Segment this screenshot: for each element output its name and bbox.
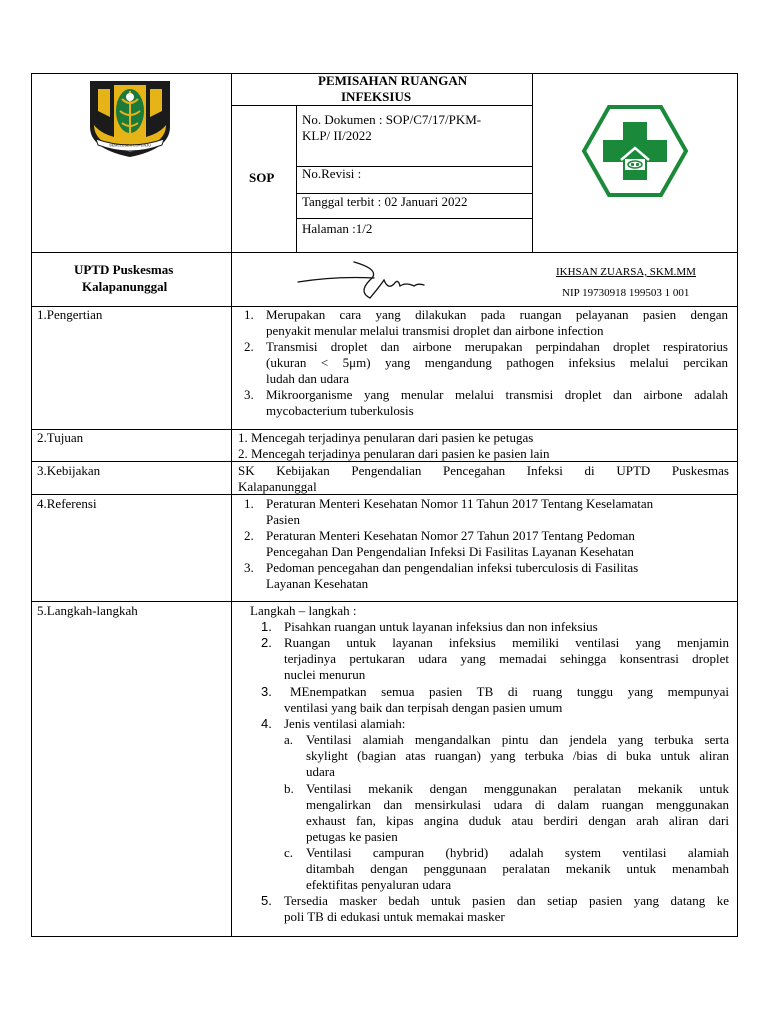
section-label-langkah: 5.Langkah-langkah	[37, 603, 138, 618]
document-number-line1: No. Dokumen : SOP/C7/17/PKM-	[302, 112, 482, 127]
list-item-line: Pasien	[266, 512, 300, 527]
list-item-line: Transmisi droplet dan airbone merupakan perpindahan droplet respiratorius	[266, 339, 728, 354]
list-item-number: 1.	[261, 619, 272, 634]
list-item-number: 3.	[244, 387, 254, 402]
document-title-line1: PEMISAHAN RUANGAN	[318, 73, 468, 88]
section-label-referensi: 4.Referensi	[37, 496, 97, 511]
referensi-rule	[31, 601, 738, 602]
sop-divider	[296, 105, 297, 252]
sublist-item-line: Ventilasi alamiah mengandalkan pintu dan jendela yang terbuka serta	[306, 732, 729, 747]
list-item-number: 2.	[261, 635, 272, 650]
list-item-line: poli TB di edukasi untuk memakai masker	[284, 909, 505, 924]
tanggal-rule	[296, 218, 532, 219]
list-item-number: 4.	[261, 716, 272, 731]
svg-text:SEMELESEH LOPENJU: SEMELESEH LOPENJU	[109, 143, 151, 148]
sublist-item-line: exhaust fan, kipas angina duduk atau berdiri dengan arah aliran dari	[306, 813, 729, 828]
list-item-line: nuclei menurun	[284, 667, 366, 682]
list-item-line: Peraturan Menteri Kesehatan Nomor 27 Tahun 2017 Tentang Pedoman	[266, 528, 635, 543]
list-item-line: Pedoman pencegahan dan pengendalian infeksi tuberculosis di Fasilitas	[266, 560, 639, 575]
section-label-kebijakan: 3.Kebijakan	[37, 463, 101, 478]
sublist-item-line: mengalirkan dan mensirkulasi udara di dalam ruangan menggunakan	[306, 797, 729, 812]
list-item-line: MEnempatkan semua pasien TB di ruang tunggu yang mempunyai	[290, 684, 729, 699]
list-item-number: 5.	[261, 893, 272, 908]
sublist-item-letter: c.	[284, 845, 294, 860]
sublist-item-line: Ventilasi campuran (hybrid) adalah system ventilasi alamiah	[306, 845, 729, 860]
signatory-nip: NIP 19730918 199503 1 001	[562, 287, 690, 299]
sublist-item-letter: b.	[284, 781, 294, 796]
list-item-line: Peraturan Menteri Kesehatan Nomor 11 Tahun 2017 Tentang Keselamatan	[266, 496, 654, 511]
list-item-line: penyakit menular melalui transmisi droplet dan airbone infection	[266, 323, 604, 338]
list-item-line: ludah dan udara	[266, 371, 350, 386]
section-label-pengertian: 1.Pengertian	[37, 307, 103, 322]
list-item-line: Mikroorganisme yang menular melalui transmisi droplet dan airbone adalah	[266, 387, 728, 402]
list-item-number: 3.	[261, 684, 272, 699]
list-item-line: Layanan Kesehatan	[266, 576, 369, 591]
list-item-number: 2.	[244, 339, 254, 354]
regency-emblem-icon	[86, 77, 174, 159]
list-item-line: Merupakan cara yang dilakukan pada ruangan pelayanan pasien dengan	[266, 307, 728, 322]
sublist-item-line: petugas ke pasien	[306, 829, 398, 844]
sublist-item-line: ditambah dengan penggunaan peralatan mekanik untuk menambah	[306, 861, 729, 876]
logo-divider	[532, 73, 533, 252]
list-item-number: 1.	[244, 496, 254, 511]
document-title-line2: INFEKSIUS	[341, 89, 412, 104]
section-label-tujuan: 2.Tujuan	[37, 430, 84, 445]
document-number-line2: KLP/ II/2022	[302, 128, 372, 143]
sublist-item-line: skylight (bagian atas ruangan) yang terbuka /bias di buka untuk aliran	[306, 748, 729, 763]
institution-line1: UPTD Puskesmas	[74, 262, 174, 277]
sublist-item-line: Ventilasi mekanik dengan menggunakan peralatan mekanik untuk	[306, 781, 729, 796]
list-item-line: Ruangan untuk layanan infeksius memiliki ventilasi yang menjamin	[284, 635, 729, 650]
list-item-line: terjadinya pertukaran udara yang memadai sehingga konsentrasi droplet	[284, 651, 729, 666]
regency-emblem-motto	[109, 144, 151, 148]
column-divider	[231, 73, 232, 936]
page-number: Halaman :1/2	[302, 221, 373, 236]
puskesmas-logo-icon	[581, 104, 689, 198]
sublist-item-letter: a.	[284, 732, 294, 747]
list-item-line: Pencegahan Dan Pengendalian Infeksi Di Fasilitas Layanan Kesehatan	[266, 544, 634, 559]
list-item-number: 3.	[244, 560, 254, 575]
header-rule	[31, 252, 738, 253]
institution-line2: Kalapanunggal	[82, 279, 168, 294]
signatory-name: IKHSAN ZUARSA, SKM.MM	[556, 266, 696, 278]
list-item-line: Pisahkan ruangan untuk layanan infeksius dan non infeksius	[284, 619, 598, 634]
publish-date: Tanggal terbit : 02 Januari 2022	[302, 194, 468, 209]
sop-label: SOP	[249, 170, 275, 185]
title-rule	[231, 105, 532, 106]
langkah-intro: Langkah – langkah :	[250, 603, 357, 618]
signature-icon	[296, 256, 436, 302]
list-item-line: Tersedia masker bedah untuk pasien dan setiap pasien yang datang ke	[284, 893, 729, 908]
list-item-line: Jenis ventilasi alamiah:	[284, 716, 406, 731]
list-item-number: 1.	[244, 307, 254, 322]
sublist-item-line: udara	[306, 764, 335, 779]
kebijakan-line: SK Kebijakan Pengendalian Pencegahan Infeksi di UPTD Puskesmas	[238, 463, 729, 478]
kebijakan-line: Kalapanunggal	[238, 479, 317, 494]
list-item-number: 2.	[244, 528, 254, 543]
revision-number: No.Revisi :	[302, 166, 362, 181]
tujuan-line: 2. Mencegah terjadinya penularan dari pasien ke pasien lain	[238, 446, 550, 461]
sublist-item-line: efektifitas penyaluran udara	[306, 877, 452, 892]
list-item-line: mycobacterium tuberkulosis	[266, 403, 414, 418]
list-item-line: (ukuran < 5μm) yang mengandung pathogen infeksius melalui percikan	[266, 355, 728, 370]
tujuan-line: 1. Mencegah terjadinya penularan dari pasien ke petugas	[238, 430, 534, 445]
kebijakan-rule	[31, 494, 738, 495]
list-item-line: ventilasi yang baik dan terpisah dengan pasien umum	[284, 700, 563, 715]
